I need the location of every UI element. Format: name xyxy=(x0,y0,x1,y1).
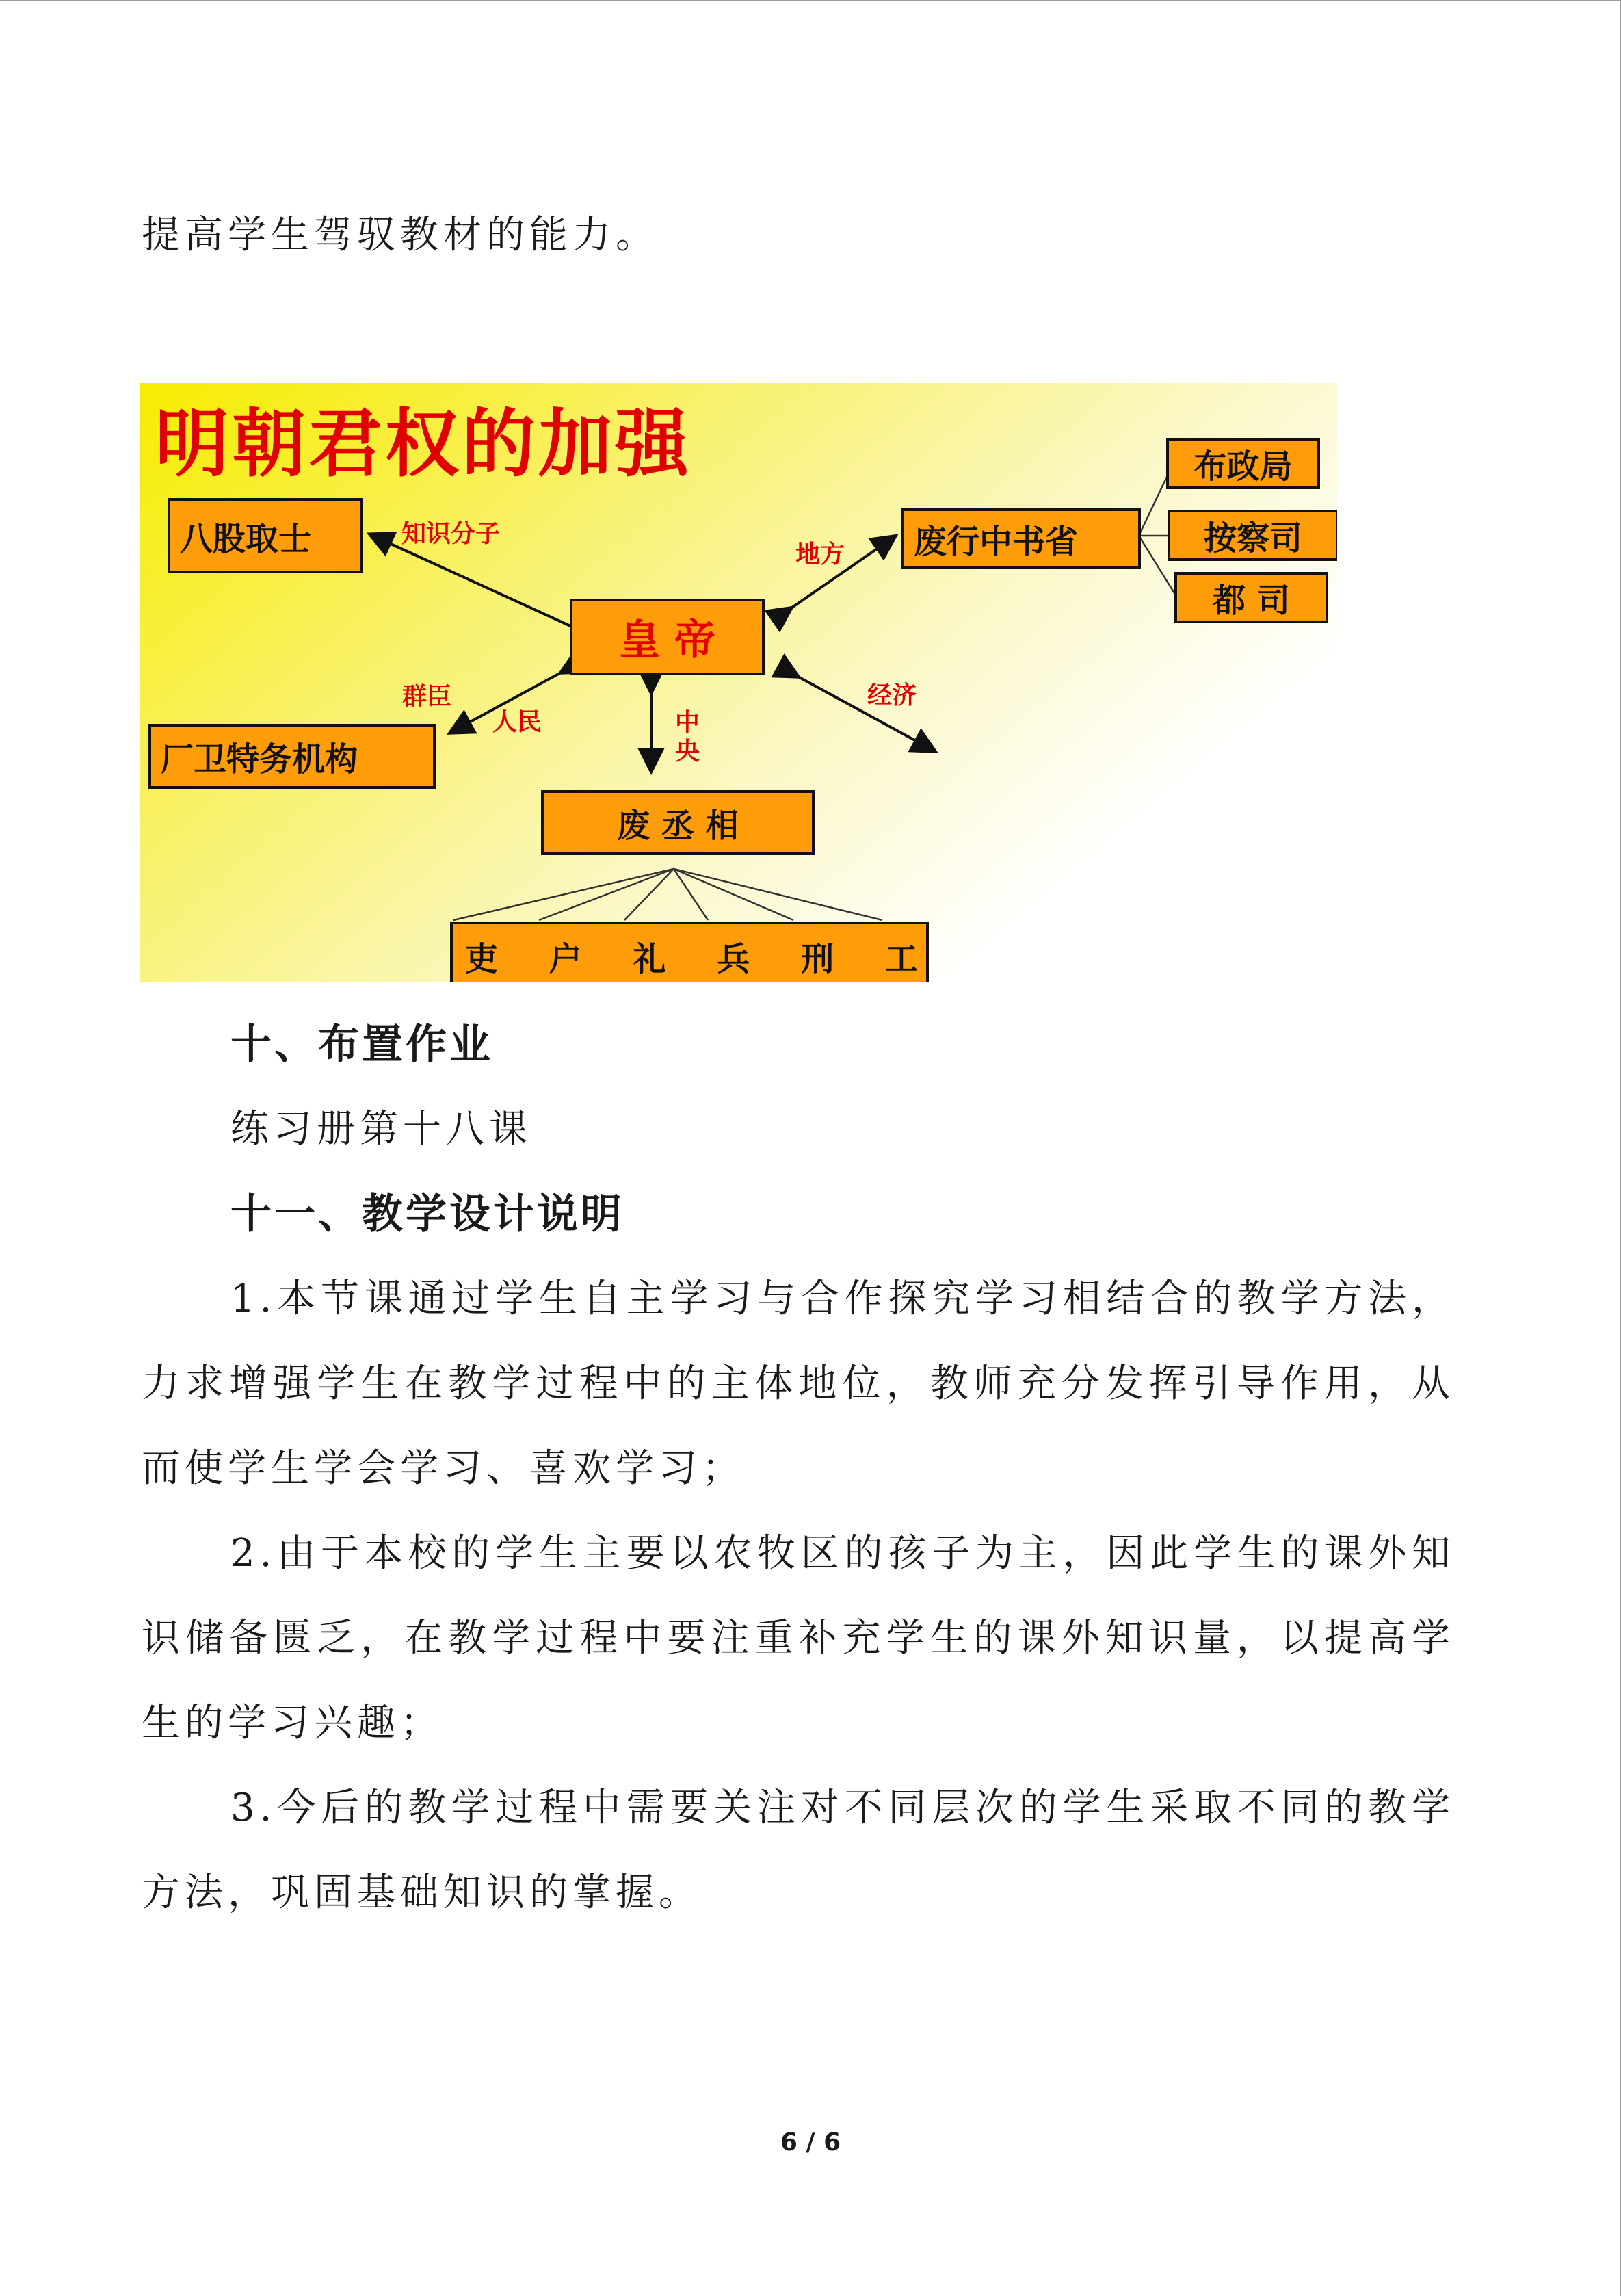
box-emperor: 皇 帝 xyxy=(570,599,765,675)
ministry-hu: 户 xyxy=(549,939,582,978)
design-note-2: 2.由于本校的学生主要以农牧区的孩子为主，因此学生的课外知识储备匮乏，在教学过程中要注重补充学生的课外知识量，以提高学生的学习兴趣； xyxy=(142,1531,1455,1745)
design-note-1: 1.本节课通过学生自主学习与合作探究学习相结合的教学方法，力求增强学生在教学过程中的主体地位，教师充分发挥引导作用，从而使学生学会学习、喜欢学习； xyxy=(142,1277,1455,1491)
box-liubu xyxy=(450,922,929,982)
ministry-li: 吏 xyxy=(465,939,499,978)
box-changwei: 厂卫特务机构 xyxy=(148,724,436,789)
intro-line: 提高学生驾驭教材的能力。 xyxy=(142,213,659,257)
page-border-top xyxy=(0,0,1621,1)
section-10-text: 练习册第十八课 xyxy=(230,1107,532,1151)
section-11-heading: 十一、教学设计说明 xyxy=(230,1190,624,1238)
section-10-heading: 十、布置作业 xyxy=(230,1021,493,1069)
label-zhishi: 知识分子 xyxy=(401,519,501,548)
ministry-gong: 工 xyxy=(884,939,918,978)
diagram-ming-imperial-power xyxy=(140,383,1337,982)
ministry-xing: 刑 xyxy=(801,939,834,978)
label-renmin: 人民 xyxy=(492,707,542,736)
label-jingji: 经济 xyxy=(867,681,917,709)
box-dusi: 都 司 xyxy=(1174,572,1328,623)
design-note-3: 3.今后的教学过程中需要关注对不同层次的学生采取不同的教学方法，巩固基础知识的掌握。 xyxy=(142,1786,1455,1915)
label-yang: 央 xyxy=(675,737,700,766)
box-chengxiang: 废 丞 相 xyxy=(541,790,815,855)
ministry-bing: 兵 xyxy=(717,939,750,978)
ministry-li-rites: 礼 xyxy=(633,939,666,978)
label-difang: 地方 xyxy=(795,540,845,569)
diagram-title: 明朝君权的加强 xyxy=(155,402,692,487)
box-ancha: 按察司 xyxy=(1168,510,1337,561)
page-number: 6 / 6 xyxy=(780,2128,841,2156)
label-qunchen: 群臣 xyxy=(402,682,452,711)
box-bagu: 八股取士 xyxy=(168,498,363,573)
box-buzheng: 布政局 xyxy=(1166,438,1320,489)
label-zhong: 中 xyxy=(675,708,700,737)
box-zhongshu: 废行中书省 xyxy=(901,508,1141,569)
